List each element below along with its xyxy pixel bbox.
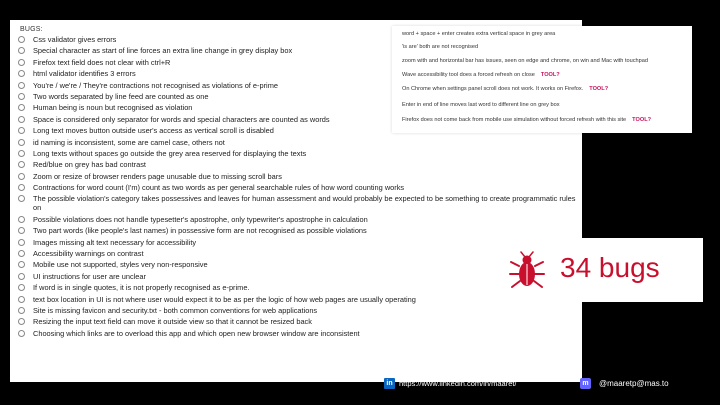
bug-text: Long text moves button outside user's access as vertical scroll is disabled: [33, 126, 274, 136]
bug-text: Choosing which links are to overload this app and which open new browser window are inconsistent: [33, 328, 360, 338]
list-item[interactable]: [18, 260, 576, 271]
tool-tag: TOOL?: [632, 117, 652, 123]
linkedin-link[interactable]: [384, 377, 517, 389]
note-item: [402, 58, 648, 64]
bug-text: Site is missing favicon and security.txt - both common conventions for web applications: [33, 305, 318, 315]
bug-text: Accessibility warnings on contrast: [33, 249, 144, 259]
checkbox[interactable]: [18, 330, 25, 337]
checkbox[interactable]: [18, 307, 25, 314]
additional-bugs-notes: [392, 26, 692, 133]
bug-text: Possible violations does not handle typesetter's apostrophe, only typewriter's apostrophe in calculation: [33, 214, 368, 224]
bug-text: text box location in UI is not where user would expect it to be as per the logic of how web pages are usually operating: [33, 294, 416, 304]
bug-count-card: [498, 238, 703, 302]
note-text: 'is are' both are not recognised: [402, 44, 479, 50]
bug-text: Firefox text field does not clear with ctrl+R: [33, 57, 171, 67]
list-item[interactable]: [18, 160, 576, 171]
checkbox[interactable]: [18, 273, 25, 280]
tool-tag: TOOL?: [540, 72, 560, 78]
checkbox[interactable]: [18, 82, 25, 89]
note-item: [402, 72, 560, 78]
list-item[interactable]: [18, 272, 576, 283]
checkbox[interactable]: [18, 70, 25, 77]
list-item[interactable]: [18, 317, 576, 328]
checkbox[interactable]: [18, 173, 25, 180]
checkbox[interactable]: [18, 139, 25, 146]
list-item[interactable]: [18, 215, 576, 226]
list-item[interactable]: [18, 172, 576, 183]
list-item[interactable]: [18, 249, 576, 260]
list-item[interactable]: [18, 283, 576, 294]
bug-text: Long texts without spaces go outside the grey area reserved for displaying the texts: [33, 148, 307, 158]
bug-text: UI instructions for user are unclear: [33, 271, 146, 281]
checkbox[interactable]: [18, 36, 25, 43]
checkbox[interactable]: [18, 261, 25, 268]
bug-text: You're / we're / They're contractions not recognised as violations of e-prime: [33, 80, 278, 90]
note-text: Enter in end of line moves last word to different line on grey box: [402, 102, 560, 108]
list-item[interactable]: [18, 295, 576, 306]
list-item[interactable]: [18, 226, 576, 237]
note-item: [402, 44, 478, 50]
checkbox[interactable]: [18, 127, 25, 134]
note-text: zoom with and horizontal bar has issues, seen on edge and chrome, on win and Mac with touchpad: [402, 58, 648, 64]
note-text: Firefox does not come back from mobile use simulation without forced refresh with this site: [402, 117, 627, 123]
bug-text: Mobile use not supported, styles very non-responsive: [33, 260, 208, 270]
bug-text: Resizing the input text field can move it outside view so that it cannot be resized back: [33, 317, 312, 327]
bug-text: html validator identifies 3 errors: [33, 69, 136, 79]
note-item: [402, 31, 555, 37]
list-item[interactable]: [18, 238, 576, 249]
bug-text: If word is in single quotes, it is not properly recognised as e-prime.: [33, 283, 250, 293]
bug-text: Two words separated by line feed are counted as one: [33, 91, 209, 101]
checkbox[interactable]: [18, 59, 25, 66]
bug-text: Red/blue on grey has bad contrast: [33, 160, 146, 170]
bug-text: The possible violation's category takes possessives and leaves for human assessment and would probably be expected to be something to create programmatic rules on: [33, 194, 576, 213]
bug-text: Two part words (like people's last names) in possessive form are not recognised as possible violations: [33, 226, 367, 236]
list-item[interactable]: [18, 194, 576, 214]
checkbox[interactable]: [18, 150, 25, 157]
checkbox[interactable]: [18, 239, 25, 246]
bug-text: Zoom or resize of browser renders page unusable due to missing scroll bars: [33, 171, 282, 181]
bug-text: Contractions for word count (I'm) count as two words as per general searchable rules of how word counting works: [33, 183, 405, 193]
tool-tag: TOOL?: [589, 86, 609, 92]
bug-text: Images missing alt text necessary for accessibility: [33, 237, 197, 247]
bug-text: Human being is noun but recognised as violation: [33, 103, 193, 113]
bug-count-label: 34 bugs: [560, 252, 660, 283]
checkbox[interactable]: [18, 284, 25, 291]
note-text: On Chrome when settings panel scroll does not work. It works on Firefox.: [402, 86, 584, 92]
note-item: [402, 86, 608, 92]
checkbox[interactable]: [18, 216, 25, 223]
note-text: Wave accessibility tool does a forced refresh on close: [402, 72, 535, 78]
checkbox[interactable]: [18, 47, 25, 54]
linkedin-url[interactable]: https://www.linkedin.com/in/maaret/: [399, 378, 517, 388]
checkbox[interactable]: [18, 116, 25, 123]
mastodon-link[interactable]: [580, 377, 669, 389]
bug-text: Special character as start of line forces an extra line change in grey display box: [33, 46, 293, 56]
checkbox[interactable]: [18, 184, 25, 191]
checkbox[interactable]: [18, 161, 25, 168]
bug-list-title: BUGS:: [20, 26, 43, 33]
list-item[interactable]: [18, 329, 576, 340]
checkbox[interactable]: [18, 296, 25, 303]
list-item[interactable]: [18, 138, 576, 149]
linkedin-icon: in: [384, 378, 395, 389]
bug-text: id naming is inconsistent, some are camel case, others not: [33, 137, 225, 147]
checkbox[interactable]: [18, 104, 25, 111]
bug-text: Css validator gives errors: [33, 35, 117, 44]
checkbox[interactable]: [18, 93, 25, 100]
note-item: [402, 102, 560, 108]
list-item[interactable]: [18, 306, 576, 317]
checkbox[interactable]: [18, 318, 25, 325]
list-item[interactable]: [18, 183, 576, 194]
note-item: [402, 117, 651, 123]
bug-icon: [508, 250, 546, 290]
list-item[interactable]: [18, 149, 576, 160]
bug-text: Space is considered only separator for words and special characters are counted as words: [33, 114, 330, 124]
mastodon-icon: m: [580, 378, 591, 389]
checkbox[interactable]: [18, 195, 25, 202]
checkbox[interactable]: [18, 227, 25, 234]
mastodon-handle[interactable]: @maaretp@mas.to: [599, 378, 669, 388]
checkbox[interactable]: [18, 250, 25, 257]
note-text: word + space + enter creates extra vertical space in grey area: [402, 31, 556, 37]
